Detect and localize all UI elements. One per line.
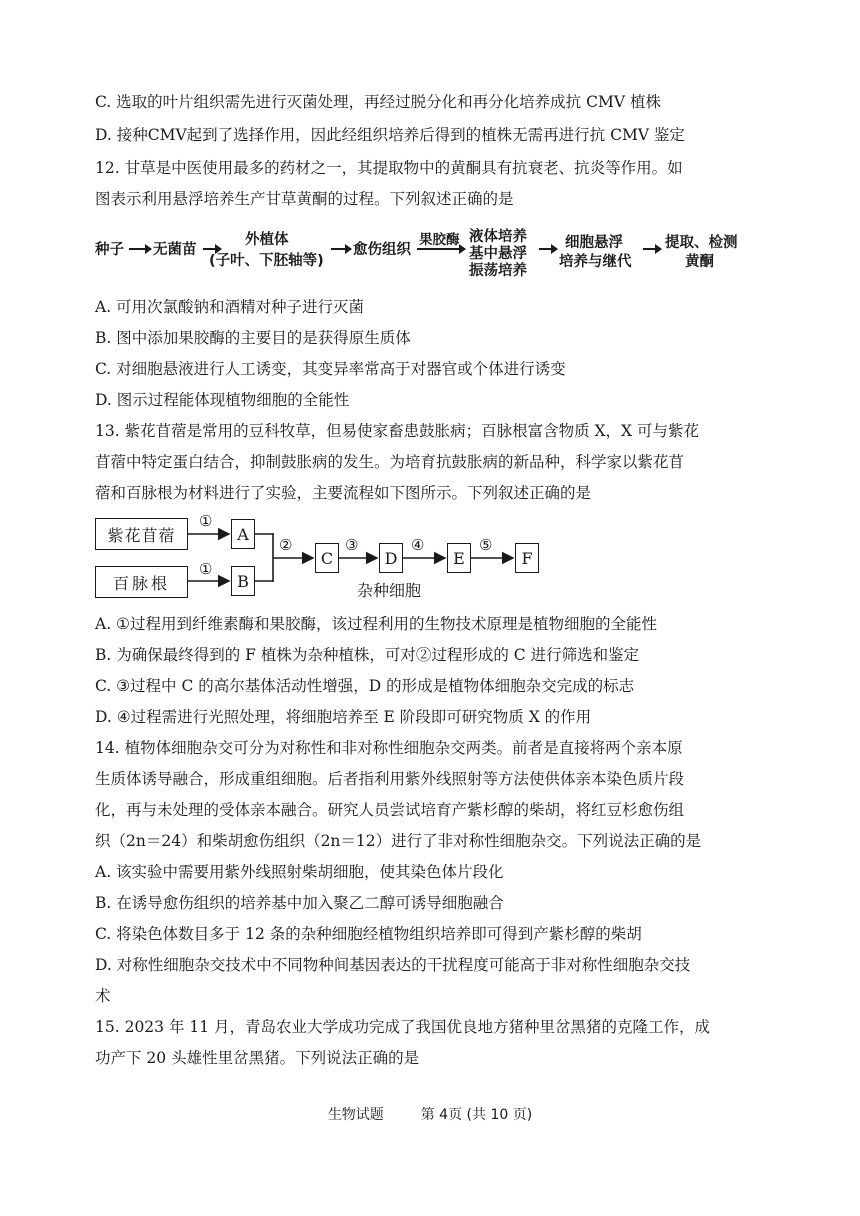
flow-node-extract-2: 黄酮 (685, 254, 714, 270)
hybrid-cell-label: 杂种细胞 (357, 581, 422, 600)
flow-node-sterile-seedling: 无菌苗 (153, 242, 197, 258)
footer-page-number: 第 4页 (共 10 页) (420, 1107, 533, 1123)
question-12-stem-2: 图表示利用悬浮培养生产甘草黄酮的过程。下列叙述正确的是 (95, 190, 514, 208)
flow-node-suspension-1: 细胞悬浮 (565, 235, 623, 251)
node-d: D (379, 543, 403, 573)
question-13-option-a: A. ①过程用到纤维素酶和果胶酶，该过程利用的生物技术原理是植物细胞的全能性 (95, 615, 657, 633)
flow-node-explant-note: (子叶、下胚轴等) (209, 253, 324, 269)
flow-arrow-label-pectinase: 果胶酶 (419, 232, 460, 248)
flow-arrow (417, 248, 465, 250)
question-14-option-d-1: D. 对称性细胞杂交技术中不同物种间基因表达的干扰程度可能高于非对称性细胞杂交技 (95, 956, 691, 974)
hybrid-flow-diagram (95, 510, 555, 610)
question-14-option-d-2: 术 (95, 987, 111, 1005)
question-13-option-b: B. 为确保最终得到的 F 植株为杂种植株，可对②过程形成的 C 进行筛选和鉴定 (95, 646, 640, 664)
question-12-option-d: D. 图示过程能体现植物细胞的全能性 (95, 391, 350, 409)
footer-subject: 生物试题 (327, 1107, 384, 1123)
source-box-alfalfa: 紫花苜蓿 (95, 518, 188, 550)
question-14-stem-1: 14. 植物体细胞杂交可分为对称性和非对称性细胞杂交两类。前者是直接将两个亲本原 (95, 739, 683, 757)
question-13-stem-1: 13. 紫花苜蓿是常用的豆科牧草，但易使家畜患鼓胀病；百脉根富含物质 X，X 可与紫花 (95, 422, 700, 440)
question-13-option-c: C. ③过程中 C 的高尔基体活动性增强，D 的形成是植物体细胞杂交完成的标志 (95, 677, 635, 695)
flow-arrow (539, 248, 557, 250)
flow-node-liquid-culture-1: 液体培养 (469, 229, 527, 245)
step-label-1: ① (199, 512, 213, 530)
question-12-option-b: B. 图中添加果胶酶的主要目的是获得原生质体 (95, 329, 411, 347)
question-13-option-d: D. ④过程需进行光照处理，将细胞培养至 E 阶段即可研究物质 X 的作用 (95, 708, 592, 726)
node-f: F (515, 543, 539, 573)
question-12-option-a: A. 可用次氯酸钠和酒精对种子进行灭菌 (95, 298, 365, 316)
question-14-option-c: C. 将染色体数目多于 12 条的杂种细胞经植物组织培养即可得到产紫杉醇的柴胡 (95, 925, 642, 943)
flow-node-liquid-culture-3: 振荡培养 (469, 263, 527, 279)
page-footer (0, 1104, 860, 1124)
licorice-flow-diagram (95, 228, 795, 288)
flow-node-seed: 种子 (95, 242, 124, 258)
option-c-prev: C. 选取的叶片组织需先进行灭菌处理，再经过脱分化和再分化培养成抗 CMV 植株 (95, 93, 661, 111)
question-14-stem-3: 化，再与未处理的受体亲本融合。研究人员尝试培育产紫杉醇的柴胡，将红豆杉愈伤组 (95, 801, 685, 819)
question-12-stem-1: 12. 甘草是中医使用最多的药材之一，其提取物中的黄酮具有抗衰老、抗炎等作用。如 (95, 159, 683, 177)
option-d-prev: D. 接种CMV起到了选择作用，因此经组织培养后得到的植株无需再进行抗 CMV 鉴定 (95, 126, 685, 144)
question-13-stem-3: 蓿和百脉根为材料进行了实验，主要流程如下图所示。下列叙述正确的是 (95, 484, 592, 502)
flow-arrow (331, 248, 351, 250)
flow-arrow (129, 248, 151, 250)
step-label-1b: ① (199, 560, 213, 578)
flow-node-callus: 愈伤组织 (353, 242, 411, 258)
question-13-stem-2: 苜蓿中特定蛋白结合，抑制鼓胀病的发生。为培育抗鼓胀病的新品种，科学家以紫花苜 (95, 453, 685, 471)
question-15-stem-1: 15. 2023 年 11 月，青岛农业大学成功完成了我国优良地方猪种里岔黑猪的克隆工作，成 (95, 1018, 711, 1036)
source-box-lotus: 百脉根 (95, 566, 188, 598)
question-15-stem-2: 功产下 20 头雄性里岔黑猪。下列说法正确的是 (95, 1049, 420, 1067)
flow-arrow (643, 248, 661, 250)
question-12-option-c: C. 对细胞悬液进行人工诱变，其变异率常高于对器官或个体进行诱变 (95, 360, 566, 378)
step-label-3: ③ (345, 536, 359, 554)
question-14-stem-4: 织（2n＝24）和柴胡愈伤组织（2n＝12）进行了非对称性细胞杂交。下列说法正确的是 (95, 832, 702, 850)
flow-node-explant: 外植体 (245, 232, 289, 248)
step-label-2: ② (279, 536, 293, 554)
node-e: E (447, 543, 471, 573)
question-14-stem-2: 生质体诱导融合，形成重组细胞。后者指利用紫外线照射等方法使供体亲本染色质片段 (95, 770, 685, 788)
node-b: B (231, 566, 255, 596)
flow-node-liquid-culture-2: 基中悬浮 (469, 246, 527, 262)
flow-node-extract-1: 提取、检测 (665, 235, 738, 251)
step-label-5: ⑤ (479, 536, 493, 554)
question-14-option-b: B. 在诱导愈伤组织的培养基中加入聚乙二醇可诱导细胞融合 (95, 894, 504, 912)
node-c: C (315, 543, 339, 573)
step-label-4: ④ (411, 536, 425, 554)
flow-node-suspension-2: 培养与继代 (559, 254, 632, 270)
node-a: A (231, 519, 255, 549)
question-14-option-a: A. 该实验中需要用紫外线照射柴胡细胞，使其染色体片段化 (95, 863, 504, 881)
